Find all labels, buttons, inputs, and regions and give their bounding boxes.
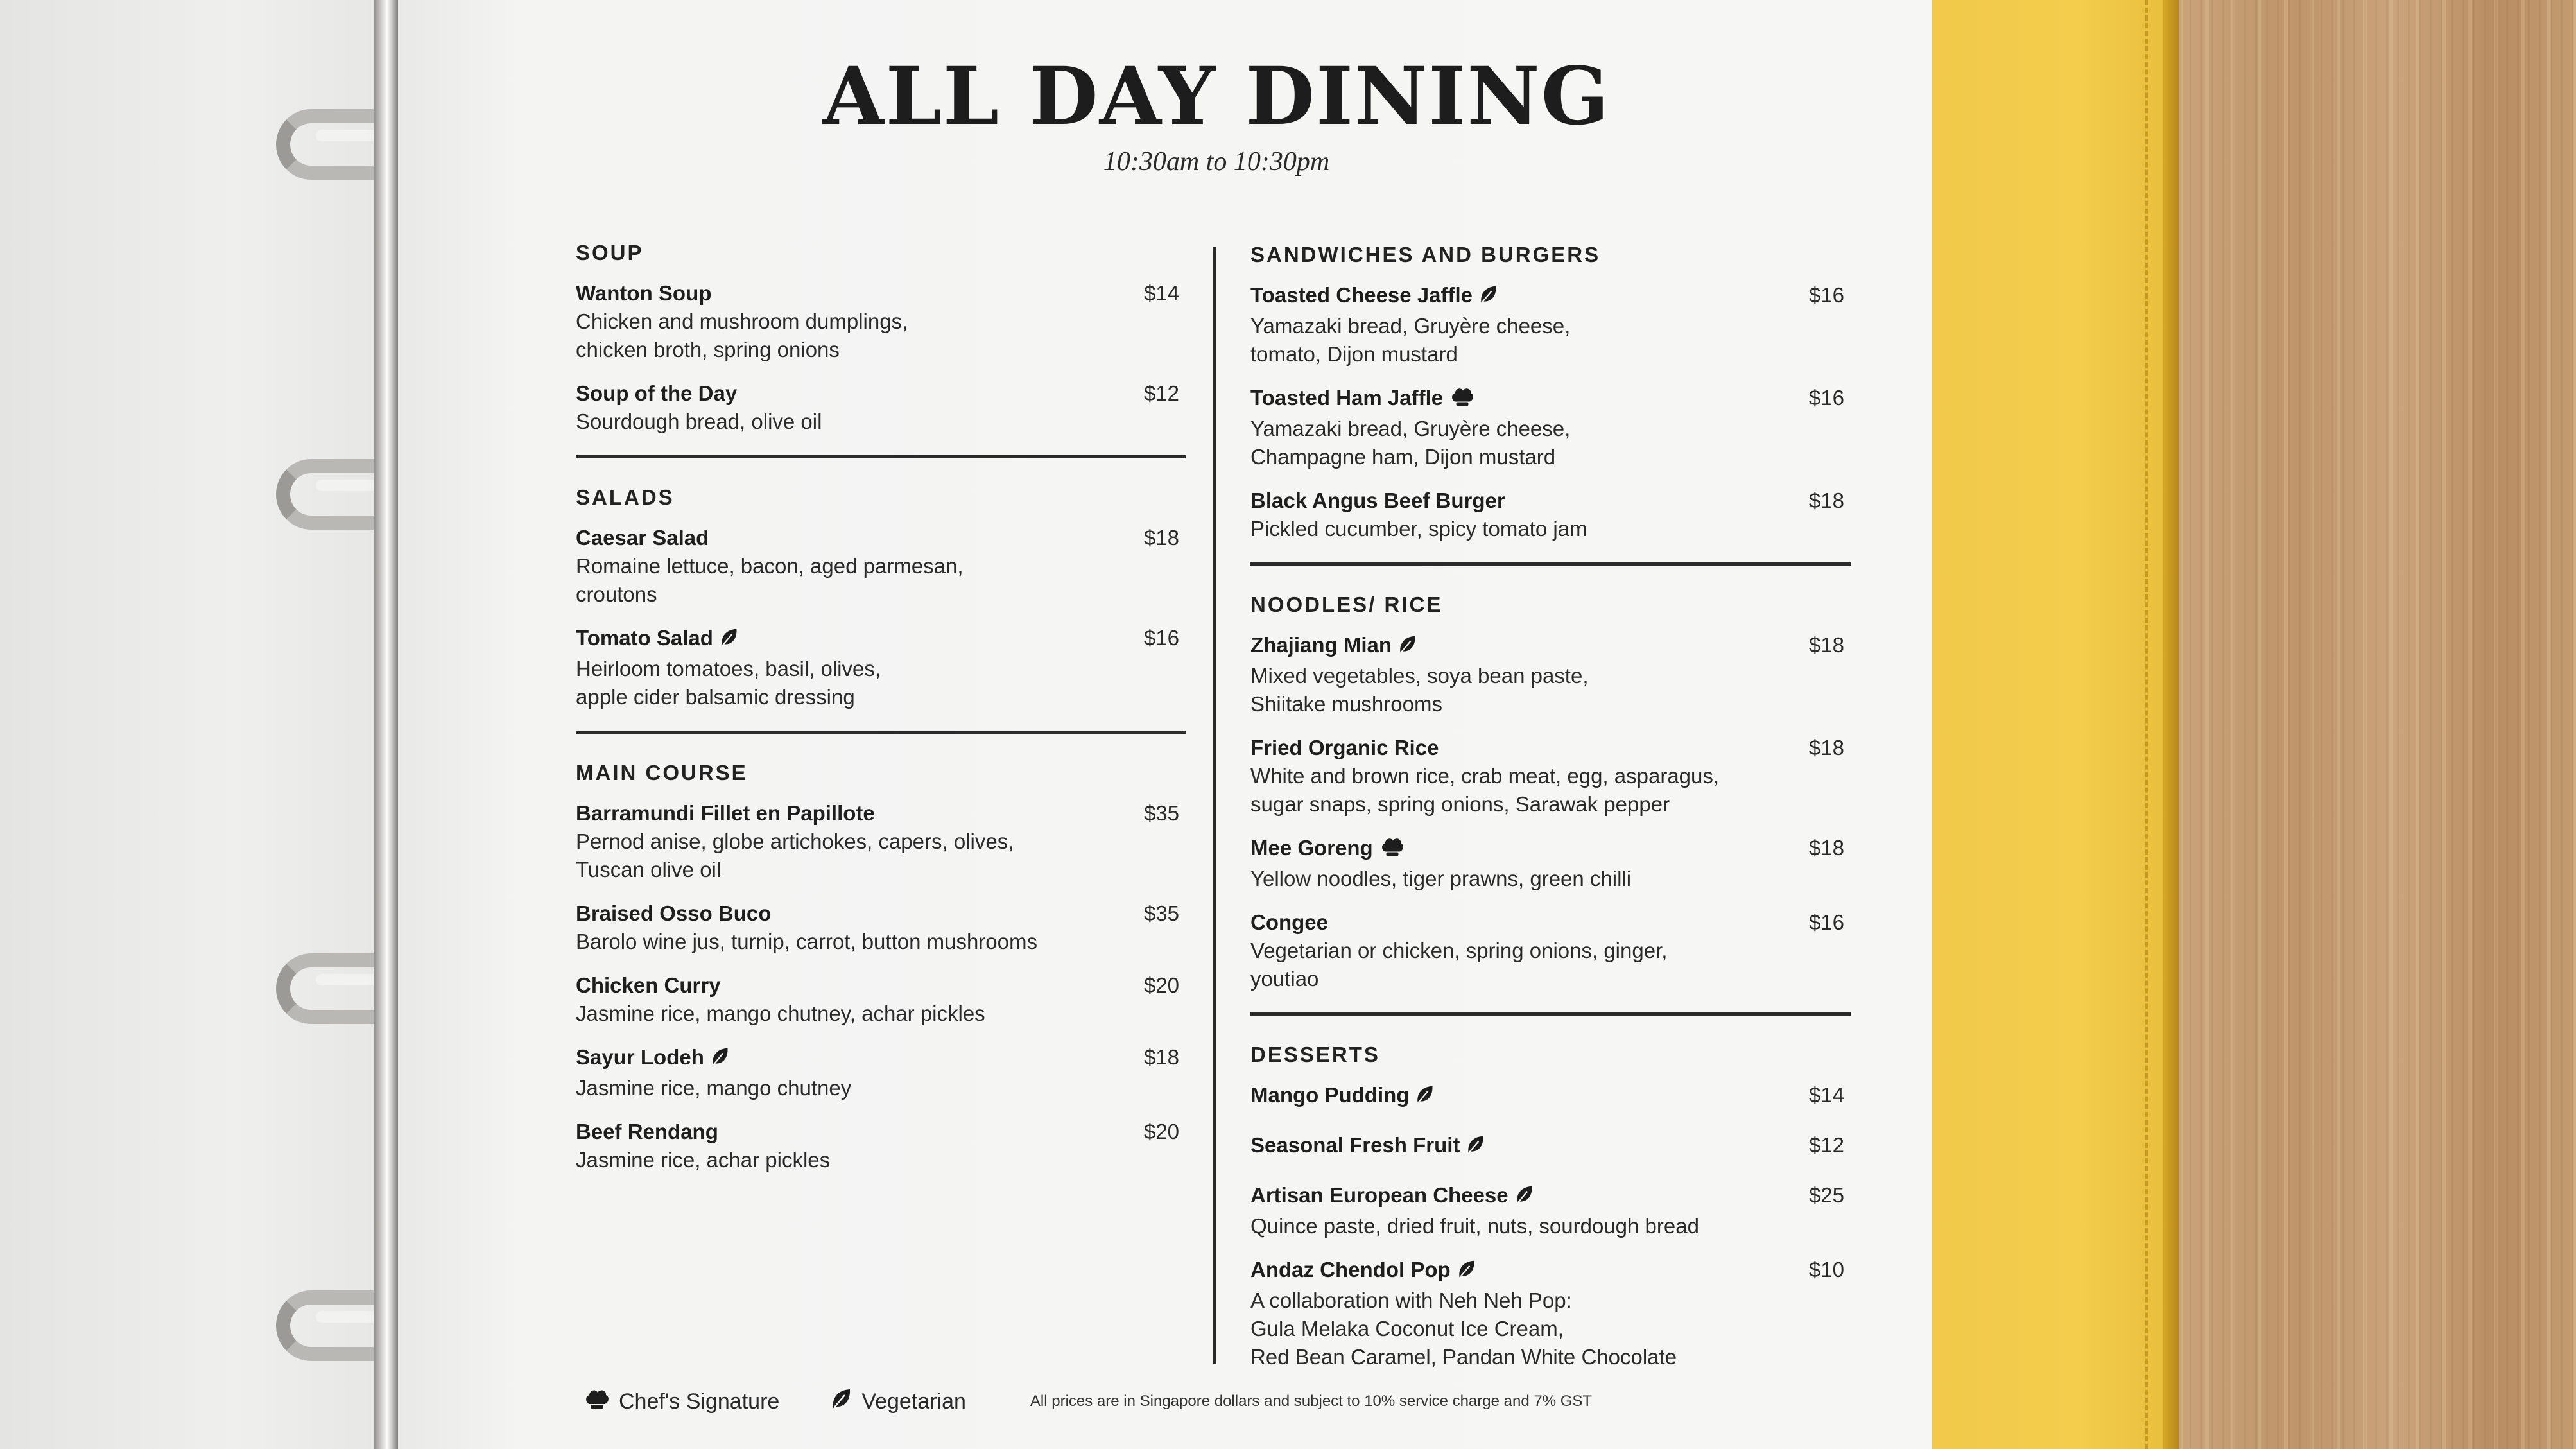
item-name-row bbox=[576, 1118, 1186, 1146]
legend-chef-signature bbox=[584, 1387, 779, 1416]
item-name-row bbox=[1250, 1256, 1851, 1287]
menu-item bbox=[1250, 834, 1851, 893]
menu-section bbox=[576, 241, 1186, 436]
section-title: SOUP bbox=[576, 241, 644, 265]
item-price: $14 bbox=[1808, 1083, 1844, 1107]
menu-section bbox=[576, 485, 1186, 711]
leaf-icon bbox=[1515, 1184, 1534, 1212]
item-name: Black Angus Beef Burger bbox=[1250, 489, 1505, 512]
item-price: $18 bbox=[1808, 736, 1844, 759]
item-name-row bbox=[576, 971, 1186, 1000]
menu-item bbox=[1250, 281, 1851, 369]
item-name: Braised Osso Buco bbox=[576, 901, 772, 925]
item-name: Caesar Salad bbox=[576, 526, 709, 550]
menu-item bbox=[576, 279, 1186, 364]
item-description: Yamazaki bread, Gruyère cheese, bbox=[1250, 314, 1571, 338]
leaf-icon bbox=[1415, 1084, 1435, 1112]
item-name-row bbox=[1250, 908, 1851, 937]
item-name: Zhajiang Mian bbox=[1250, 633, 1392, 657]
item-description: Pernod anise, globe artichokes, capers, olives, bbox=[576, 829, 1014, 853]
folder-stitching bbox=[2145, 0, 2148, 1449]
section-divider bbox=[576, 731, 1186, 734]
menu-item bbox=[1250, 1181, 1851, 1240]
item-description: Gula Melaka Coconut Ice Cream, bbox=[1250, 1317, 1564, 1341]
section-title: SANDWICHES AND BURGERS bbox=[1250, 243, 1601, 266]
item-price: $20 bbox=[1143, 973, 1179, 997]
item-description: Yamazaki bread, Gruyère cheese, bbox=[1250, 417, 1571, 440]
item-name-row bbox=[576, 524, 1186, 552]
item-name: Soup of the Day bbox=[576, 381, 738, 405]
item-description: Tuscan olive oil bbox=[576, 858, 722, 881]
binder-panel bbox=[0, 0, 392, 1449]
menu-item bbox=[576, 379, 1186, 436]
item-price: $20 bbox=[1143, 1120, 1179, 1143]
item-name: Toasted Ham Jaffle bbox=[1250, 386, 1444, 410]
menu-item bbox=[1250, 631, 1851, 718]
item-description: White and brown rice, crab meat, egg, asparagus, bbox=[1250, 764, 1720, 788]
column-divider bbox=[1213, 247, 1216, 1364]
item-price: $14 bbox=[1143, 281, 1179, 305]
item-description: Chicken and mushroom dumplings, bbox=[576, 309, 908, 333]
item-name: Toasted Cheese Jaffle bbox=[1250, 283, 1473, 307]
item-name: Beef Rendang bbox=[576, 1120, 718, 1143]
item-description: Mixed vegetables, soya bean paste, bbox=[1250, 664, 1589, 688]
item-name: Chicken Curry bbox=[576, 973, 721, 997]
item-name-row bbox=[576, 379, 1186, 408]
menu-title: ALL DAY DINING bbox=[822, 50, 1611, 143]
legend-chef-signature-label: Chef's Signature bbox=[619, 1389, 780, 1414]
menu-item bbox=[576, 899, 1186, 956]
leaf-icon bbox=[1479, 284, 1498, 312]
item-name-row bbox=[1250, 384, 1851, 415]
item-description: Vegetarian or chicken, spring onions, ginger, bbox=[1250, 939, 1668, 962]
leaf-icon bbox=[711, 1046, 730, 1074]
folder-edge bbox=[2163, 0, 2179, 1449]
menu-item bbox=[576, 971, 1186, 1028]
item-name: Fried Organic Rice bbox=[1250, 736, 1439, 759]
item-description: Yellow noodles, tiger prawns, green chilli bbox=[1250, 867, 1632, 890]
item-name-row bbox=[1250, 834, 1851, 865]
leaf-icon bbox=[831, 1387, 861, 1416]
item-name-row bbox=[1250, 1181, 1851, 1212]
item-name: Mee Goreng bbox=[1250, 836, 1373, 860]
section-title: DESSERTS bbox=[1250, 1043, 1380, 1066]
menu-item bbox=[1250, 1081, 1851, 1112]
yellow-folder-cover bbox=[1932, 0, 2176, 1449]
chef-hat-icon bbox=[1379, 836, 1405, 865]
item-price: $18 bbox=[1808, 489, 1844, 512]
item-description: A collaboration with Neh Neh Pop: bbox=[1250, 1288, 1572, 1312]
menu-item bbox=[1250, 1256, 1851, 1371]
leaf-icon bbox=[1398, 634, 1417, 662]
item-name-row bbox=[576, 899, 1186, 928]
item-price: $12 bbox=[1808, 1133, 1844, 1157]
menu-item bbox=[1250, 734, 1851, 819]
menu-item bbox=[576, 624, 1186, 711]
menu-item bbox=[576, 799, 1186, 884]
section-title: NOODLES/ RICE bbox=[1250, 593, 1443, 616]
item-name-row bbox=[1250, 631, 1851, 662]
chef-hat-icon bbox=[584, 1387, 619, 1416]
item-price: $16 bbox=[1808, 910, 1844, 934]
item-name: Wanton Soup bbox=[576, 281, 712, 305]
section-divider bbox=[1250, 1012, 1851, 1016]
item-name-row bbox=[576, 624, 1186, 655]
item-name-row bbox=[576, 799, 1186, 828]
chef-hat-icon bbox=[1449, 386, 1475, 415]
item-price: $18 bbox=[1808, 633, 1844, 657]
legend-vegetarian bbox=[831, 1387, 966, 1416]
item-description: Champagne ham, Dijon mustard bbox=[1250, 445, 1556, 469]
item-name: Sayur Lodeh bbox=[576, 1045, 704, 1069]
item-price: $35 bbox=[1143, 901, 1179, 925]
item-description: chicken broth, spring onions bbox=[576, 338, 840, 361]
menu-hours: 10:30am to 10:30pm bbox=[1103, 147, 1330, 177]
item-price: $16 bbox=[1808, 283, 1844, 307]
item-price: $18 bbox=[1143, 526, 1179, 550]
item-description: Romaine lettuce, bacon, aged parmesan, bbox=[576, 554, 964, 578]
item-name-row bbox=[1250, 734, 1851, 762]
item-price: $16 bbox=[1808, 386, 1844, 410]
menu-legend bbox=[584, 1389, 1592, 1414]
item-description: Sourdough bread, olive oil bbox=[576, 410, 822, 433]
menu-item bbox=[576, 1043, 1186, 1102]
leaf-icon bbox=[1457, 1258, 1476, 1287]
item-description: Shiitake mushrooms bbox=[1250, 692, 1442, 716]
price-note: All prices are in Singapore dollars and subject to 10% service charge and 7% GST bbox=[1030, 1393, 1593, 1410]
menu-item bbox=[1250, 384, 1851, 471]
item-description: Heirloom tomatoes, basil, olives, bbox=[576, 657, 881, 681]
item-name: Tomato Salad bbox=[576, 626, 713, 650]
item-name-row bbox=[1250, 1131, 1851, 1162]
item-name: Andaz Chendol Pop bbox=[1250, 1258, 1451, 1281]
item-description: Jasmine rice, mango chutney bbox=[576, 1076, 852, 1100]
leaf-icon bbox=[1466, 1134, 1485, 1162]
item-description: sugar snaps, spring onions, Sarawak pepper bbox=[1250, 792, 1670, 816]
item-description: Jasmine rice, mango chutney, achar pickles bbox=[576, 1002, 985, 1025]
item-price: $18 bbox=[1808, 836, 1844, 860]
wooden-table bbox=[2179, 0, 2576, 1449]
menu-item bbox=[1250, 908, 1851, 993]
item-name-row bbox=[1250, 1081, 1851, 1112]
item-price: $35 bbox=[1143, 801, 1179, 825]
item-name-row bbox=[576, 1043, 1186, 1074]
menu-item bbox=[1250, 487, 1851, 543]
item-description: Jasmine rice, achar pickles bbox=[576, 1148, 831, 1172]
item-name-row bbox=[1250, 281, 1851, 312]
item-description: youtiao bbox=[1250, 967, 1319, 991]
item-price: $16 bbox=[1143, 626, 1179, 650]
item-description: Quince paste, dried fruit, nuts, sourdough bread bbox=[1250, 1214, 1699, 1238]
item-name-row bbox=[576, 279, 1186, 308]
item-name: Seasonal Fresh Fruit bbox=[1250, 1133, 1460, 1157]
menu-item bbox=[576, 524, 1186, 609]
item-description: Pickled cucumber, spicy tomato jam bbox=[1250, 517, 1587, 541]
leaf-icon bbox=[720, 627, 739, 655]
item-description: Red Bean Caramel, Pandan White Chocolate bbox=[1250, 1345, 1677, 1369]
item-price: $25 bbox=[1808, 1183, 1844, 1207]
item-price: $10 bbox=[1808, 1258, 1844, 1281]
item-description: tomato, Dijon mustard bbox=[1250, 342, 1458, 366]
item-price: $12 bbox=[1143, 381, 1179, 405]
item-description: apple cider balsamic dressing bbox=[576, 685, 855, 709]
menu-section bbox=[1250, 593, 1851, 993]
menu-item bbox=[1250, 1131, 1851, 1162]
item-price: $18 bbox=[1143, 1045, 1179, 1069]
left-menu-column bbox=[576, 241, 1186, 1190]
binder-spine bbox=[374, 0, 398, 1449]
section-title: SALADS bbox=[576, 485, 675, 509]
item-name: Artisan European Cheese bbox=[1250, 1183, 1508, 1207]
item-description: Barolo wine jus, turnip, carrot, button mushrooms bbox=[576, 930, 1037, 953]
legend-vegetarian-label: Vegetarian bbox=[861, 1389, 966, 1414]
item-name: Mango Pudding bbox=[1250, 1083, 1410, 1107]
menu-section bbox=[1250, 243, 1851, 543]
item-description: croutons bbox=[576, 582, 657, 606]
menu-section bbox=[576, 761, 1186, 1174]
section-title: MAIN COURSE bbox=[576, 761, 748, 785]
item-name-row bbox=[1250, 487, 1851, 515]
item-name: Barramundi Fillet en Papillote bbox=[576, 801, 875, 825]
menu-section bbox=[1250, 1043, 1851, 1371]
section-divider bbox=[576, 455, 1186, 458]
right-menu-column bbox=[1250, 243, 1851, 1387]
menu-item bbox=[576, 1118, 1186, 1174]
item-name: Congee bbox=[1250, 910, 1329, 934]
section-divider bbox=[1250, 562, 1851, 566]
